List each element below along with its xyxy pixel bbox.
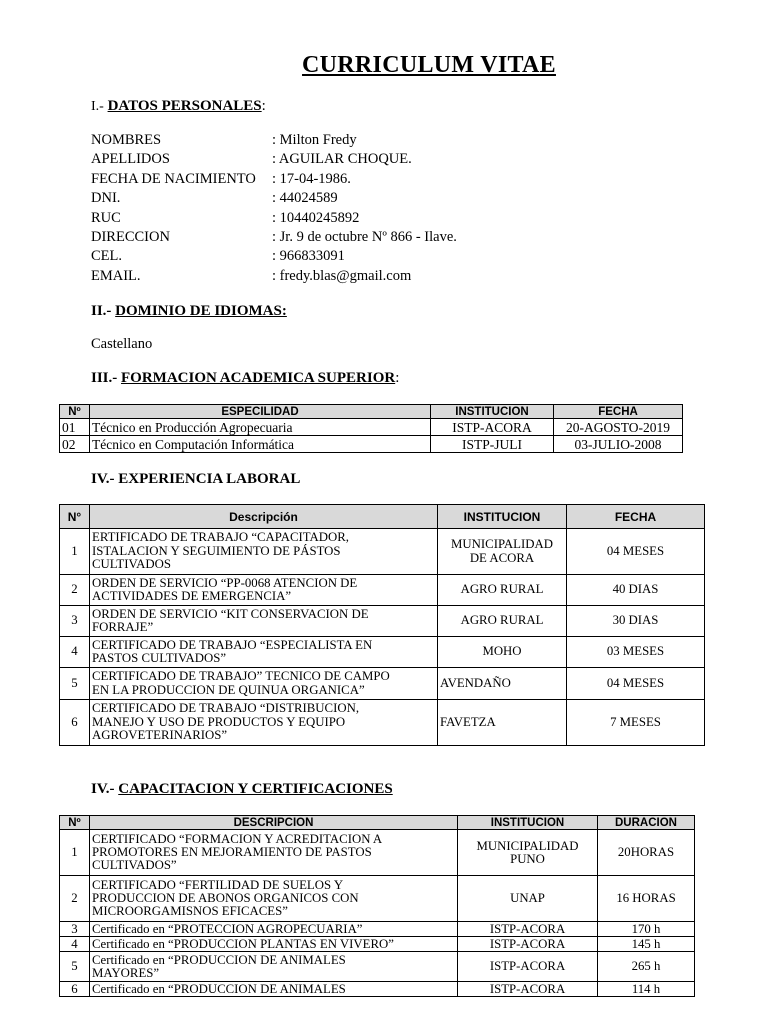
row-duration: 114 h	[598, 982, 695, 997]
institution-line: PUNO	[510, 851, 545, 866]
personal-label: NOMBRES	[91, 132, 162, 148]
row-number: 6	[60, 700, 90, 746]
personal-value: : 966833091	[272, 248, 345, 265]
description-line: CERTIFICADO DE TRABAJO “ESPECIALISTA EN	[92, 637, 373, 652]
row-date: 30 DIAS	[567, 606, 705, 637]
table-header: INSTITUCION	[438, 505, 567, 529]
description-line: AGROVETERINARIOS”	[92, 728, 228, 743]
personal-label: APELLIDOS	[91, 151, 170, 168]
row-number: 2	[60, 575, 90, 606]
institution-line: DE ACORA	[469, 550, 535, 565]
row-institution: ISTP-JULI	[431, 436, 554, 453]
row-institution	[438, 529, 567, 575]
row-institution	[458, 982, 598, 997]
row-date: 7 MESES	[567, 700, 705, 746]
description-line: PROMOTORES EN MEJORAMIENTO DE PASTOS	[92, 845, 372, 859]
table-row	[60, 922, 695, 937]
training-table	[59, 815, 695, 997]
section-label: DATOS PERSONALES	[107, 98, 262, 114]
row-institution	[438, 637, 567, 668]
table-row	[60, 937, 695, 952]
institution-line: ISTP-ACORA	[489, 959, 566, 973]
row-number: 02	[60, 436, 90, 453]
section-personal-heading	[91, 98, 266, 115]
institution-line: MUNICIPALIDAD	[476, 838, 579, 853]
description-line: ACTIVIDADES DE EMERGENCIA”	[92, 589, 292, 603]
section-number: III.-	[91, 370, 118, 386]
row-number: 2	[60, 876, 90, 922]
description-line: MAYORES”	[92, 965, 160, 980]
section-suffix: :	[261, 98, 266, 114]
description-line: CERTIFICADO “FERTILIDAD DE SUELOS Y	[92, 878, 344, 892]
row-institution	[458, 876, 598, 922]
section-number: II.-	[91, 303, 112, 319]
row-description	[90, 606, 438, 637]
section-label: DOMINIO DE IDIOMAS:	[115, 303, 287, 319]
table-header: DESCRIPCION	[90, 816, 458, 830]
table-row	[60, 575, 705, 606]
table-row	[60, 982, 695, 997]
row-description	[90, 668, 438, 700]
row-number: 5	[60, 952, 90, 982]
row-number: 1	[60, 830, 90, 876]
row-duration: 170 h	[598, 922, 695, 937]
row-number: 4	[60, 637, 90, 668]
table-header: Descripción	[90, 505, 438, 529]
table-row	[60, 606, 705, 637]
row-specialty: Técnico en Producción Agropecuaria	[90, 419, 431, 436]
table-header: FECHA	[567, 505, 705, 529]
row-number: 3	[60, 922, 90, 937]
table-row	[60, 700, 705, 746]
section-label: EXPERIENCIA LABORAL	[118, 471, 301, 487]
document-title: CURRICULUM VITAE	[302, 52, 556, 78]
table-row	[60, 419, 683, 436]
description-line: PASTOS CULTIVADOS”	[92, 651, 227, 665]
row-description	[90, 952, 458, 982]
table-row	[60, 876, 695, 922]
personal-value: : AGUILAR CHOQUE.	[272, 151, 412, 168]
personal-values	[272, 131, 457, 286]
description-line: CERTIFICADO DE TRABAJO” TECNICO DE CAMPO	[92, 669, 390, 683]
table-row	[60, 952, 695, 982]
row-institution	[458, 922, 598, 937]
personal-labels	[91, 131, 256, 286]
row-date: 40 DIAS	[567, 575, 705, 606]
row-institution	[438, 668, 567, 700]
table-header: Nº	[60, 816, 90, 830]
personal-value: : Jr. 9 de octubre Nº 866 - Ilave.	[272, 228, 457, 245]
section-academic-heading	[91, 370, 399, 387]
row-date: 20-AGOSTO-2019	[554, 419, 683, 436]
section-number: IV.-	[91, 781, 115, 797]
institution-line: MOHO	[482, 644, 522, 659]
row-description	[90, 922, 458, 937]
section-number: I.-	[91, 99, 104, 114]
personal-value: : 17-04-1986.	[272, 170, 351, 187]
table-row	[60, 830, 695, 876]
personal-label: DIRECCION	[91, 228, 170, 245]
personal-label: FECHA DE NACIMIENTO	[91, 170, 256, 187]
row-date: 04 MESES	[567, 529, 705, 575]
personal-value: : Milton Fredy	[272, 132, 357, 148]
description-line: CERTIFICADO “FORMACION Y ACREDITACION A	[92, 832, 383, 846]
table-header: INSTITUCION	[458, 816, 598, 830]
section-experience-heading	[91, 471, 300, 488]
row-specialty: Técnico en Computación Informática	[90, 436, 431, 453]
row-description	[90, 982, 458, 997]
table-row	[60, 436, 683, 453]
table-row	[60, 668, 705, 700]
row-number: 6	[60, 982, 90, 997]
row-number: 4	[60, 937, 90, 952]
table-row	[60, 529, 705, 575]
table-row	[60, 637, 705, 668]
personal-label: RUC	[91, 209, 121, 226]
description-line: MANEJO Y USO DE PRODUCTOS Y EQUIPO	[92, 714, 346, 729]
table-header: Nº	[60, 405, 90, 419]
institution-line: AGRO RURAL	[460, 613, 544, 628]
row-description	[90, 700, 438, 746]
section-suffix: :	[395, 370, 400, 386]
row-institution	[438, 700, 567, 746]
institution-line: ISTP-ACORA	[489, 981, 566, 996]
description-line: MICROORGAMISNOS EFICACES”	[92, 904, 288, 918]
row-duration: 16 HORAS	[598, 876, 695, 922]
row-date: 03 MESES	[567, 637, 705, 668]
row-institution	[438, 606, 567, 637]
row-description	[90, 637, 438, 668]
institution-line: AVENDAÑO	[440, 675, 511, 690]
description-line: EN LA PRODUCCION DE QUINUA ORGANICA”	[92, 682, 365, 697]
description-line: PRODUCCION DE ABONOS ORGANICOS CON	[92, 891, 359, 905]
row-institution	[438, 575, 567, 606]
institution-line: UNAP	[510, 891, 545, 905]
row-number: 1	[60, 529, 90, 575]
description-line: CULTIVADOS”	[92, 858, 177, 872]
institution-line: AGRO RURAL	[460, 582, 544, 597]
section-label: CAPACITACION Y CERTIFICACIONES	[118, 781, 393, 797]
row-description	[90, 937, 458, 952]
row-institution	[458, 952, 598, 982]
languages-text: Castellano	[91, 336, 153, 352]
row-description	[90, 529, 438, 575]
row-number: 5	[60, 668, 90, 700]
table-header: FECHA	[554, 405, 683, 419]
row-duration: 145 h	[598, 937, 695, 952]
section-label: FORMACION ACADEMICA SUPERIOR	[121, 370, 396, 386]
description-line: ERTIFICADO DE TRABAJO “CAPACITADOR,	[92, 530, 350, 545]
institution-line: ISTP-ACORA	[489, 921, 566, 936]
row-description	[90, 876, 458, 922]
row-date: 03-JULIO-2008	[554, 436, 683, 453]
table-header: N°	[60, 505, 90, 529]
description-line: Certificado en “PROTECCION AGROPECUARIA”	[92, 921, 363, 936]
academic-table	[59, 404, 683, 453]
section-training-heading	[91, 781, 393, 798]
row-institution	[458, 937, 598, 952]
description-line: CERTIFICADO DE TRABAJO “DISTRIBUCION,	[92, 701, 360, 716]
personal-label: EMAIL.	[91, 267, 141, 284]
institution-line: FAVETZA	[440, 714, 496, 729]
row-duration: 265 h	[598, 952, 695, 982]
description-line: Certificado en “PRODUCCION DE ANIMALES	[92, 952, 346, 967]
description-line: ISTALACION Y SEGUIMIENTO DE PÁSTOS	[92, 543, 341, 558]
row-institution	[458, 830, 598, 876]
row-description	[90, 575, 438, 606]
institution-line: ISTP-ACORA	[489, 936, 566, 951]
personal-label: DNI.	[91, 190, 121, 207]
personal-value: : 44024589	[272, 190, 338, 207]
row-description	[90, 830, 458, 876]
table-header: INSTITUCION	[431, 405, 554, 419]
section-languages-heading	[91, 303, 287, 320]
personal-value: : 10440245892	[272, 209, 360, 226]
row-date: 04 MESES	[567, 668, 705, 700]
description-line: FORRAJE”	[92, 620, 154, 634]
row-duration: 20HORAS	[598, 830, 695, 876]
institution-line: MUNICIPALIDAD	[451, 537, 553, 551]
section-number: IV.-	[91, 471, 115, 487]
row-number: 01	[60, 419, 90, 436]
description-line: Certificado en “PRODUCCION PLANTAS EN VIVERO”	[92, 936, 394, 951]
description-line: ORDEN DE SERVICIO “KIT CONSERVACION DE	[92, 606, 369, 621]
description-line: CULTIVADOS	[92, 557, 171, 572]
personal-label: CEL.	[91, 248, 123, 265]
description-line: Certificado en “PRODUCCION DE ANIMALES	[92, 981, 346, 996]
table-header: ESPECILIDAD	[90, 405, 431, 419]
row-institution: ISTP-ACORA	[431, 419, 554, 436]
experience-table	[59, 504, 705, 746]
table-header: DURACION	[598, 816, 695, 830]
personal-value: : fredy.blas@gmail.com	[272, 267, 412, 284]
description-line: ORDEN DE SERVICIO “PP-0068 ATENCION DE	[92, 575, 358, 590]
row-number: 3	[60, 606, 90, 637]
